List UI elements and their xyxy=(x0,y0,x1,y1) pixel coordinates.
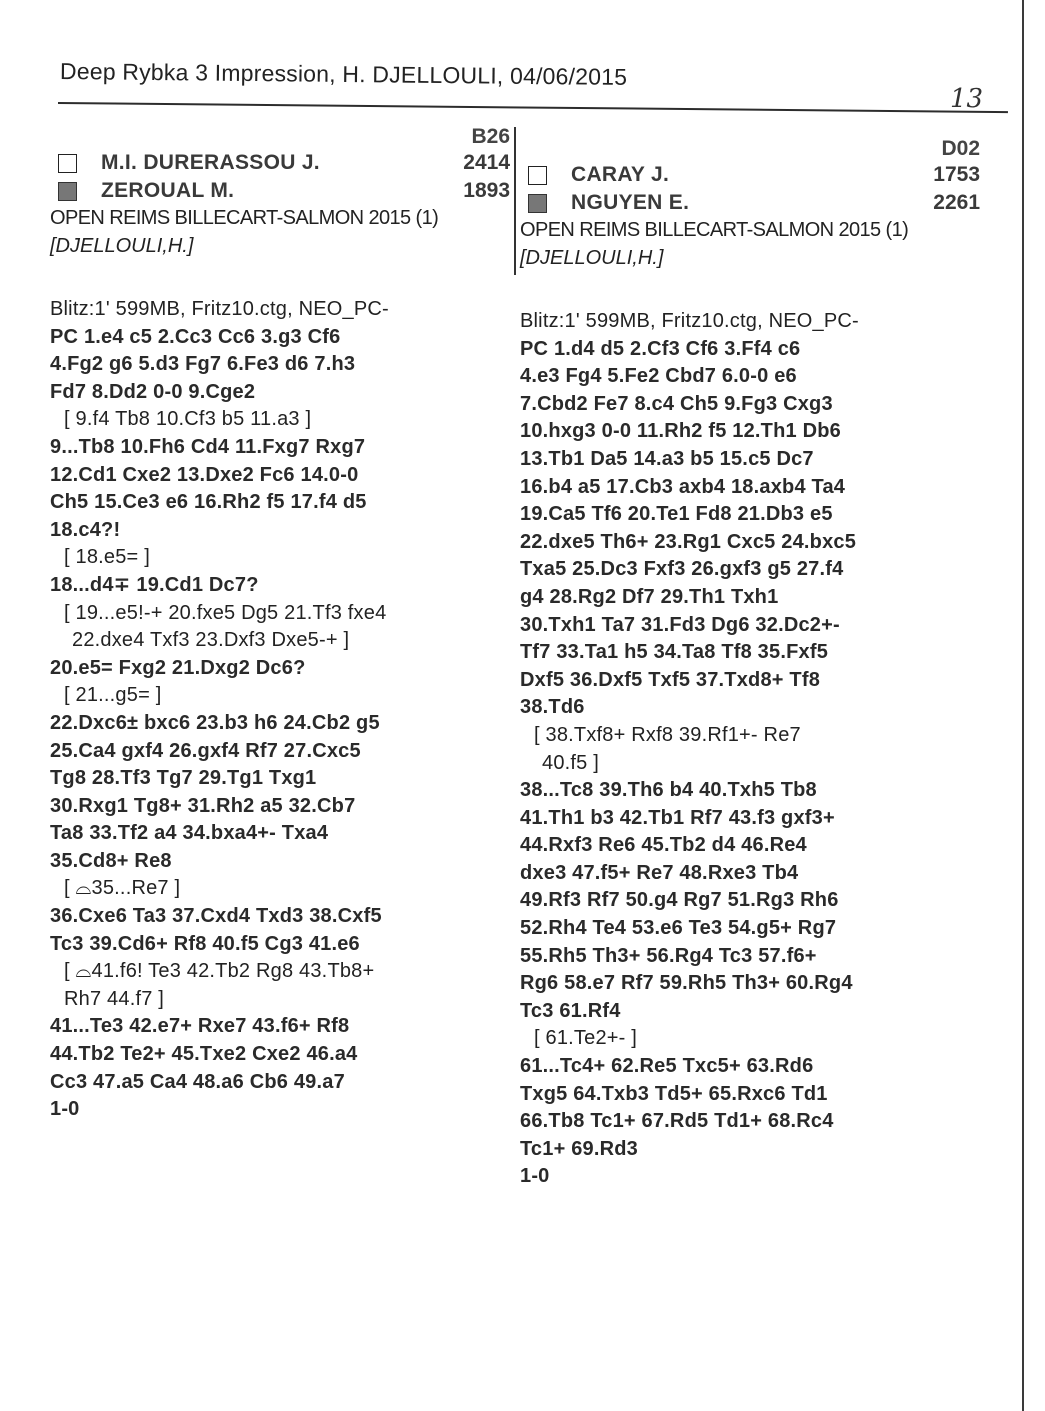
move-line: 12.Cd1 Cxe2 13.Dxe2 Fc6 14.0-0 xyxy=(50,463,359,486)
move-line: 1-0 xyxy=(50,1098,80,1121)
move-line: Txa5 25.Dc3 Fxf3 26.gxf3 g5 27.f4 xyxy=(520,558,844,581)
move-line: 19.Ca5 Tf6 20.Te1 Fd8 21.Db3 e5 xyxy=(520,503,833,526)
variation-line: [ 18.e5= ] xyxy=(64,546,150,569)
move-text xyxy=(50,296,510,1124)
header-rule xyxy=(58,102,1008,113)
annotator: [DJELLOULI,H.] xyxy=(520,247,664,269)
event-name: OPEN REIMS BILLECART-SALMON 2015 (1) xyxy=(50,207,439,229)
move-line: Txg5 64.Txb3 Td5+ 65.Rxc6 Td1 xyxy=(520,1082,828,1105)
variation-line: [ 61.Te2+- ] xyxy=(534,1027,638,1050)
move-line: Blitz:1' 599MB, Fritz10.ctg, NEO_PC- xyxy=(520,310,859,332)
variation-line: [ 38.Txf8+ Rxf8 39.Rf1+- Re7 xyxy=(534,723,801,746)
move-line: 30.Rxg1 Tg8+ 31.Rh2 a5 32.Cb7 xyxy=(50,794,356,817)
variation-line: [ 9.f4 Tb8 10.Cf3 b5 11.a3 ] xyxy=(64,408,312,431)
move-line: 36.Cxe6 Ta3 37.Cxd4 Txd3 38.Cxf5 xyxy=(50,905,382,928)
annotator: [DJELLOULI,H.] xyxy=(50,235,194,257)
white-elo: 1753 xyxy=(933,163,980,186)
white-player xyxy=(50,149,510,177)
move-line: Tc3 61.Rf4 xyxy=(520,999,621,1022)
white-square-icon xyxy=(528,166,547,185)
move-line: 44.Tb2 Te2+ 45.Txe2 Cxe2 46.a4 xyxy=(50,1043,358,1066)
move-line: 38...Tc8 39.Th6 b4 40.Txh5 Tb8 xyxy=(520,779,817,802)
move-line: Tc3 39.Cd6+ Rf8 40.f5 Cg3 41.e6 xyxy=(50,932,360,955)
move-line: 41.Th1 b3 42.Tb1 Rf7 43.f3 gxf3+ xyxy=(520,806,835,829)
event-name: OPEN REIMS BILLECART-SALMON 2015 (1) xyxy=(520,219,909,241)
move-line: 66.Tb8 Tc1+ 67.Rd5 Td1+ 68.Rc4 xyxy=(520,1110,834,1133)
black-elo: 2261 xyxy=(933,191,980,214)
move-line: 55.Rh5 Th3+ 56.Rg4 Tc3 57.f6+ xyxy=(520,944,817,967)
move-line: Fd7 8.Dd2 0-0 9.Cge2 xyxy=(50,380,256,403)
move-line: 18.c4?! xyxy=(50,518,121,541)
move-line: 30.Txh1 Ta7 31.Fd3 Dg6 32.Dc2+- xyxy=(520,613,840,636)
move-line: 52.Rh4 Te4 53.e6 Te3 54.g5+ Rg7 xyxy=(520,917,837,940)
white-square-icon xyxy=(58,154,77,173)
move-line: PC 1.e4 c5 2.Cc3 Cc6 3.g3 Cf6 xyxy=(50,325,341,348)
move-line: 38.Td6 xyxy=(520,696,585,719)
variation-line: [ ⌓41.f6! Te3 42.Tb2 Rg8 43.Tb8+ xyxy=(64,960,375,983)
move-line: 4.Fg2 g6 5.d3 Fg7 6.Fe3 d6 7.h3 xyxy=(50,353,356,376)
eco-code: D02 xyxy=(941,137,980,160)
variation-line: [ 19...e5!-+ 20.fxe5 Dg5 21.Tf3 fxe4 xyxy=(64,601,387,624)
black-elo: 1893 xyxy=(463,179,510,202)
move-line: Blitz:1' 599MB, Fritz10.ctg, NEO_PC- xyxy=(50,298,389,320)
black-name: NGUYEN E. xyxy=(571,191,690,214)
eco-code: B26 xyxy=(471,125,510,148)
white-elo: 2414 xyxy=(463,151,510,174)
move-line: Ta8 33.Tf2 a4 34.bxa4+- Txa4 xyxy=(50,822,329,845)
move-line: Ch5 15.Ce3 e6 16.Rh2 f5 17.f4 d5 xyxy=(50,491,367,514)
black-name: ZEROUAL M. xyxy=(101,179,235,202)
white-name: M.I. DURERASSOU J. xyxy=(101,151,320,174)
move-line: 22.dxe5 Th6+ 23.Rg1 Cxc5 24.bxc5 xyxy=(520,530,857,553)
move-line: Tf7 33.Ta1 h5 34.Ta8 Tf8 35.Fxf5 xyxy=(520,641,829,664)
move-line: 7.Cbd2 Fe7 8.c4 Ch5 9.Fg3 Cxg3 xyxy=(520,392,833,415)
move-line: 20.e5= Fxg2 21.Dxg2 Dc6? xyxy=(50,656,306,679)
variation-line: [ ⌓35...Re7 ] xyxy=(64,877,181,900)
black-player xyxy=(50,177,510,205)
variation-line: 40.f5 ] xyxy=(542,751,599,774)
move-line: 4.e3 Fg4 5.Fe2 Cbd7 6.0-0 e6 xyxy=(520,365,797,388)
move-line: 25.Ca4 gxf4 26.gxf4 Rf7 27.Cxc5 xyxy=(50,739,361,762)
game-right xyxy=(520,137,980,1191)
black-square-icon xyxy=(58,182,77,201)
move-line: Tc1+ 69.Rd3 xyxy=(520,1137,639,1160)
move-line: 10.hxg3 0-0 11.Rh2 f5 12.Th1 Db6 xyxy=(520,420,841,443)
black-square-icon xyxy=(528,194,547,213)
move-line: 61...Tc4+ 62.Re5 Txc5+ 63.Rd6 xyxy=(520,1055,814,1078)
move-line: 13.Tb1 Da5 14.a3 b5 15.c5 Dc7 xyxy=(520,447,814,470)
page-header: Deep Rybka 3 Impression, H. DJELLOULI, 04/06/2015 xyxy=(59,58,628,90)
white-player xyxy=(520,161,980,189)
game-left xyxy=(50,125,510,1124)
page-edge xyxy=(1022,0,1024,1411)
move-line: Dxf5 36.Dxf5 Txf5 37.Txd8+ Tf8 xyxy=(520,668,821,691)
variation-line: [ 21...g5= ] xyxy=(64,684,162,707)
move-line: 16.b4 a5 17.Cb3 axb4 18.axb4 Ta4 xyxy=(520,475,846,498)
move-line: 49.Rf3 Rf7 50.g4 Rg7 51.Rg3 Rh6 xyxy=(520,889,839,912)
variation-line: Rh7 44.f7 ] xyxy=(64,987,165,1010)
move-line: g4 28.Rg2 Df7 29.Th1 Txh1 xyxy=(520,585,779,608)
white-name: CARAY J. xyxy=(571,163,670,186)
move-line: 1-0 xyxy=(520,1165,550,1188)
move-line: 18...d4∓ 19.Cd1 Dc7? xyxy=(50,573,259,596)
move-line: 41...Te3 42.e7+ Rxe7 43.f6+ Rf8 xyxy=(50,1015,350,1038)
variation-line: 22.dxe4 Txf3 23.Dxf3 Dxe5-+ ] xyxy=(72,629,350,652)
move-line: PC 1.d4 d5 2.Cf3 Cf6 3.Ff4 c6 xyxy=(520,337,801,360)
move-line: 35.Cd8+ Re8 xyxy=(50,849,172,872)
move-text xyxy=(520,308,980,1191)
move-line: Tg8 28.Tf3 Tg7 29.Tg1 Txg1 xyxy=(50,767,317,790)
move-line: 44.Rxf3 Re6 45.Tb2 d4 46.Re4 xyxy=(520,834,807,857)
black-player xyxy=(520,189,980,217)
move-line: Cc3 47.a5 Ca4 48.a6 Cb6 49.a7 xyxy=(50,1070,345,1093)
column-divider xyxy=(514,127,516,275)
move-line: 9...Tb8 10.Fh6 Cd4 11.Fxg7 Rxg7 xyxy=(50,435,366,458)
move-line: dxe3 47.f5+ Re7 48.Rxe3 Tb4 xyxy=(520,861,799,884)
move-line: 22.Dxc6± bxc6 23.b3 h6 24.Cb2 g5 xyxy=(50,711,380,734)
move-line: Rg6 58.e7 Rf7 59.Rh5 Th3+ 60.Rg4 xyxy=(520,972,853,995)
page-number: 13 xyxy=(950,84,984,114)
